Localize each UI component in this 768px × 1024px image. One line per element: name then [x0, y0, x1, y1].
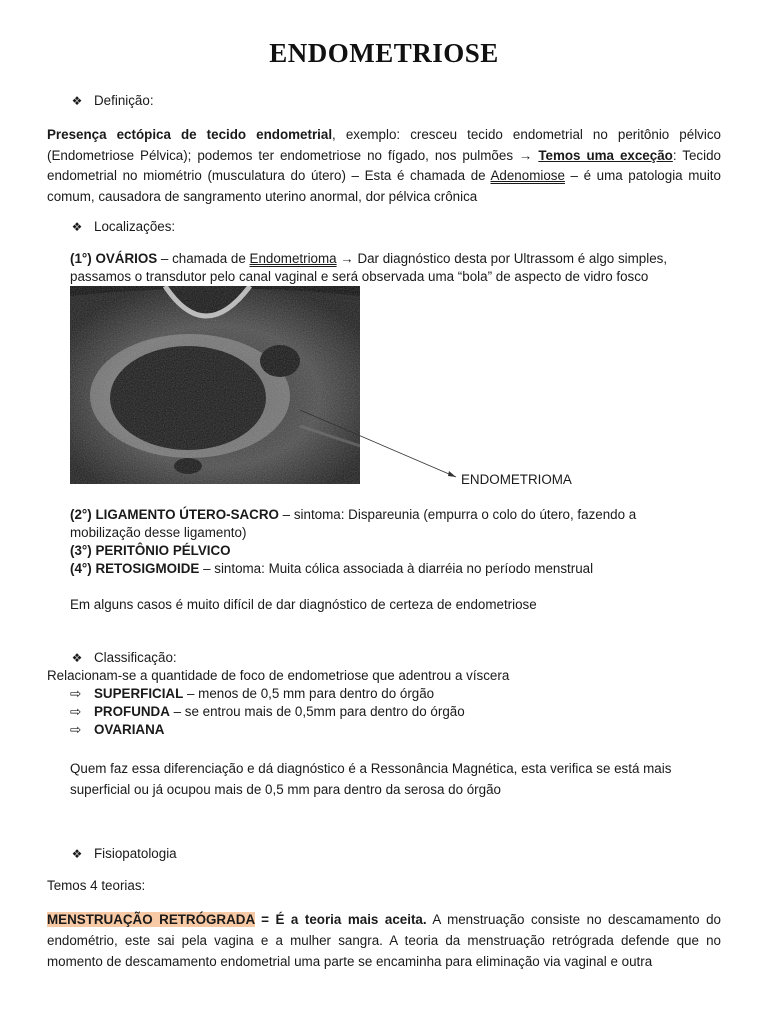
- classification-title: OVARIANA: [94, 722, 165, 737]
- adenomiose-term: Adenomiose: [490, 168, 565, 183]
- section-fisiopatologia: [70, 845, 177, 863]
- classification-text: [94, 703, 465, 721]
- classification-title: SUPERFICIAL: [94, 686, 184, 701]
- diamond-bullet-icon: ❖: [71, 651, 83, 665]
- classification-desc: – menos de 0,5 mm para dentro do órgão: [183, 686, 435, 701]
- location-text: – sintoma: Muita cólica associada à diarréia no período menstrual: [199, 561, 594, 576]
- section-label: Classificação:: [94, 650, 177, 665]
- highlighted-theory: MENSTRUAÇÃO RETRÓGRADA: [47, 912, 255, 927]
- classification-note: Quem faz essa diferenciação e dá diagnóstico é a Ressonância Magnética, esta verifica se está mais superficial ou já ocupou mais de 0,5 mm para dentro da serosa do órgão: [70, 761, 672, 797]
- classification-desc: – se entrou mais de 0,5mm para dentro do órgão: [169, 704, 465, 719]
- outline-right-arrow-icon: ⇨: [70, 722, 82, 737]
- theory-paragraph: [47, 909, 721, 972]
- location-item-2: [70, 506, 690, 542]
- definition-text: : Tecido endometrial no miométrio (musculatura do útero) – Esta é chamada de: [47, 147, 721, 183]
- location-title: (4°) RETOSIGMOIDE: [70, 561, 200, 576]
- classification-item: [70, 721, 164, 739]
- classification-item: [70, 685, 434, 703]
- endometrioma-term: Endometrioma: [249, 251, 337, 266]
- diamond-bullet-icon: ❖: [71, 94, 83, 108]
- definition-text: – é uma patologia muito comum, causadora de sangramento uterino anormal, dor pélvica crônica: [47, 168, 721, 204]
- right-arrow-icon: →: [518, 147, 533, 163]
- location-text: → Dar diagnóstico desta por Ultrassom é algo simples, passamos o transdutor pelo canal vaginal e será observada uma “bola” de aspecto de vidro fosco: [70, 251, 668, 284]
- theories-intro: Temos 4 teorias:: [47, 878, 146, 893]
- classification-intro: Relacionam-se a quantidade de foco de endometriose que adentrou a víscera: [47, 668, 510, 683]
- section-label: Fisiopatologia: [94, 846, 177, 861]
- definition-text: , exemplo: cresceu tecido endometrial no peritônio pélvico (Endometriose Pélvica); podemos ter endometriose no fígado, nos pulmões: [47, 127, 721, 163]
- exception-link: Temos uma exceção: [538, 147, 673, 163]
- outline-right-arrow-icon: ⇨: [70, 704, 82, 719]
- classification-text: [94, 685, 434, 703]
- definition-bold: Presença ectópica de tecido endometrial: [47, 127, 333, 142]
- diamond-bullet-icon: ❖: [71, 847, 83, 861]
- location-text: – sintoma: Dispareunia (empurra o colo do útero, fazendo a mobilização desse ligamento): [70, 507, 637, 540]
- section-label: Definição:: [94, 93, 154, 108]
- location-item-3: [70, 542, 690, 560]
- location-text: – chamada de: [157, 251, 250, 266]
- classification-text: [94, 721, 164, 739]
- location-title: (1°) OVÁRIOS: [70, 251, 158, 266]
- location-title: (3°) PERITÔNIO PÉLVICO: [70, 543, 231, 558]
- section-classificacao: [70, 649, 177, 667]
- section-label: Localizações:: [94, 219, 176, 234]
- classification-title: PROFUNDA: [94, 704, 170, 719]
- location-title: (2°) LIGAMENTO ÚTERO-SACRO: [70, 507, 279, 522]
- location-item-4: [70, 560, 690, 578]
- location-note: Em alguns casos é muito difícil de dar diagnóstico de certeza de endometriose: [70, 597, 537, 612]
- theory-text: A menstruação consiste no descamamento do endométrio, este sai pela vagina e a mulher sangra. A teoria da menstruação retrógrada defende que no momento de descamamento endometrial uma parte se encaminha para eliminação via vaginal e outra: [47, 912, 721, 969]
- page-title: ENDOMETRIOSE: [269, 38, 499, 68]
- outline-right-arrow-icon: ⇨: [70, 686, 82, 701]
- diamond-bullet-icon: ❖: [71, 220, 83, 234]
- endometrioma-label: ENDOMETRIOMA: [461, 472, 572, 487]
- classification-item: [70, 703, 465, 721]
- theory-bold: = É a teoria mais aceita.: [254, 912, 427, 927]
